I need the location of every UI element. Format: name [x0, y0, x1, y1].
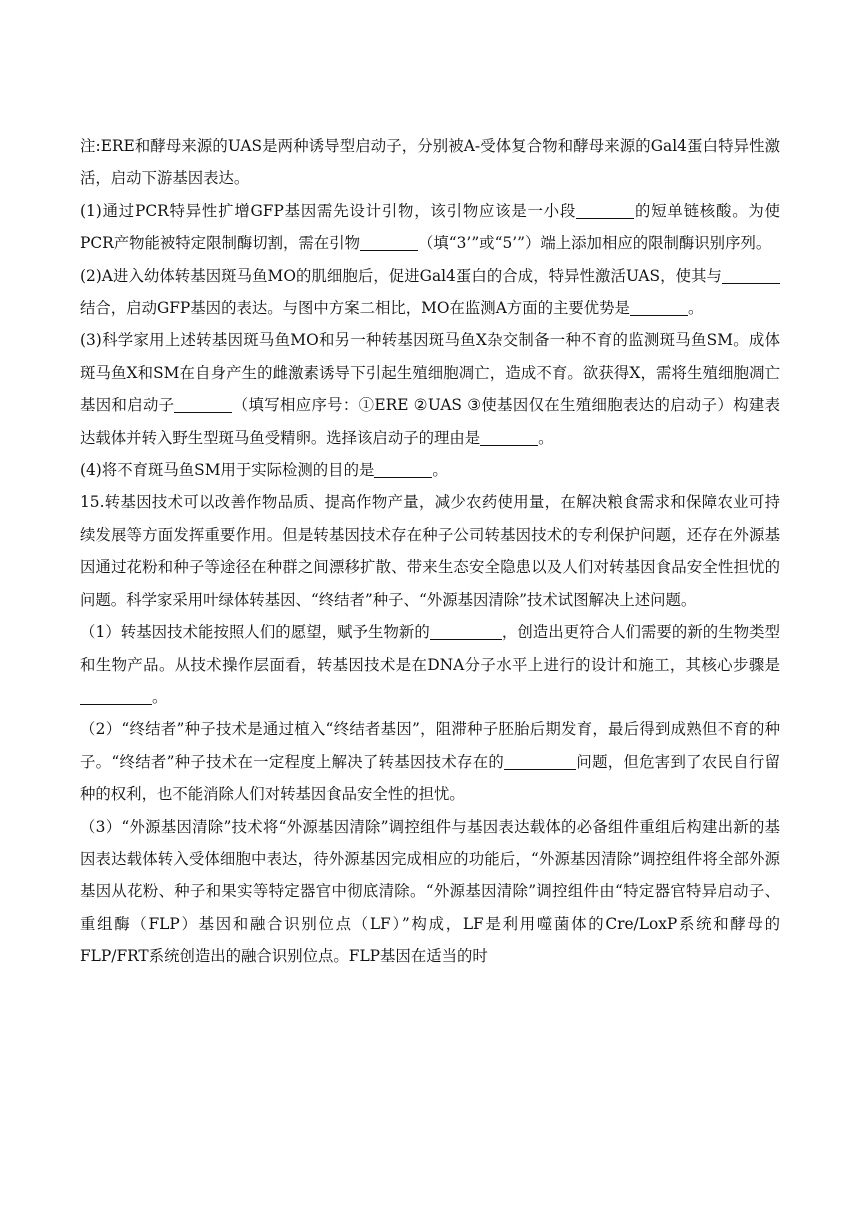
- p1-text-a: （1）转基因技术能按照人们的愿望，赋予生物新的: [80, 623, 430, 642]
- question-15-intro: [80, 486, 780, 616]
- answer-blank[interactable]: [174, 394, 232, 413]
- p2-text-a: （2）“终结者”种子技术是通过植入“终结者基因”，阻滞种子胚胎后期发育，最后得到成熟但不育的种子。“终结者”种子技术在一定程度上解决了转基因技术存在的: [80, 720, 780, 771]
- document-page: [80, 130, 780, 973]
- q3-text-b: （填写相应序号：①ERE ②UAS ③使基因仅在生殖细胞表达的启动子）构建表达载体并转入野生型斑马鱼受精卵。选择该启动子的理由是: [80, 396, 780, 447]
- answer-blank[interactable]: [480, 427, 538, 446]
- question-15-part-2: [80, 713, 780, 810]
- answer-blank[interactable]: [504, 751, 576, 770]
- q2-text-b: 结合，启动GFP基因的表达。与图中方案二相比，MO在监测A方面的主要优势是: [80, 299, 630, 318]
- answer-blank[interactable]: [630, 297, 688, 316]
- q3-text-a: (3)科学家用上述转基因斑马鱼MO和另一种转基因斑马鱼X杂交制备一种不育的监测斑马鱼SM。成体斑马鱼X和SM在自身产生的雌激素诱导下引起生殖细胞凋亡，造成不育。欲获得X，需将生殖细胞凋亡基因和启动子: [80, 331, 780, 415]
- q2-text-a: (2)A进入幼体转基因斑马鱼MO的肌细胞后，促进Gal4蛋白的合成，特异性激活UAS，使其与: [80, 266, 722, 285]
- answer-blank[interactable]: [80, 686, 152, 705]
- question-4: [80, 454, 780, 486]
- question-15-part-3: [80, 811, 780, 973]
- q1-text-a: (1)通过PCR特异性扩增GFP基因需先设计引物，该引物应该是一小段: [80, 201, 577, 220]
- answer-blank[interactable]: [360, 232, 418, 251]
- answer-blank[interactable]: [722, 265, 780, 284]
- question-2: [80, 260, 780, 325]
- answer-blank[interactable]: [374, 459, 432, 478]
- p1-text-c: 。: [152, 687, 168, 706]
- q2-text-c: 。: [687, 299, 704, 318]
- question-1: [80, 195, 780, 260]
- answer-blank[interactable]: [576, 200, 634, 219]
- figure-note: [80, 130, 780, 195]
- question-3: [80, 324, 780, 454]
- q15-text: 15.转基因技术可以改善作物品质、提高作物产量，减少农药使用量，在解决粮食需求和保障农业可持续发展等方面发挥重要作用。但是转基因技术存在种子公司转基因技术的专利保护问题，还存在外源基因通过花粉和种子等途径在种群之间漂移扩散、带来生态安全隐患以及人们对转基因食品安全性担忧的问题。科学家采用叶绿体转基因、“终结者”种子、“外源基因清除”技术试图解决上述问题。: [80, 493, 780, 609]
- p2-text-b: 问题，但危害到了农民自行留种的权利，也不能消除人们对转基因食品安全性的担忧。: [80, 752, 780, 804]
- note-text: 注:ERE和酵母来源的UAS是两种诱导型启动子，分别被A-受体复合物和酵母来源的Gal4蛋白特异性激活，启动下游基因表达。: [80, 137, 780, 188]
- question-15-part-1: [80, 616, 780, 713]
- answer-blank[interactable]: [430, 621, 502, 640]
- q1-text-b: 的短单链核酸。为使PCR产物能被特定限制酶切割，需在引物: [80, 201, 780, 253]
- q3-text-c: 。: [538, 428, 554, 447]
- p1-text-b: ，创造出更符合人们需要的新的生物类型和生物产品。从技术操作层面看，转基因技术是在DNA分子水平上进行的设计和施工，其核心步骤是: [80, 623, 780, 674]
- q1-text-c: （填“3’”或“5’”）端上添加相应的限制酶识别序列。: [417, 234, 772, 253]
- q4-text-a: (4)将不育斑马鱼SM用于实际检测的目的是: [80, 461, 375, 480]
- p3-text: （3）“外源基因清除”技术将“外源基因清除”调控组件与基因表达载体的必备组件重组后构建出新的基因表达载体转入受体细胞中表达，待外源基因完成相应的功能后，“外源基因清除”调控组件将全部外源基因从花粉、种子和果实等特定器官中彻底清除。“外源基因清除”调控组件由“特定器官特异启动子、重组酶（FLP）基因和融合识别位点（LF）”构成，LF是利用噬菌体的Cre/LoxP系统和酵母的FLP/FRT系统创造出的融合识别位点。FLP基因在适当的时: [80, 817, 780, 966]
- q4-text-b: 。: [432, 461, 448, 480]
